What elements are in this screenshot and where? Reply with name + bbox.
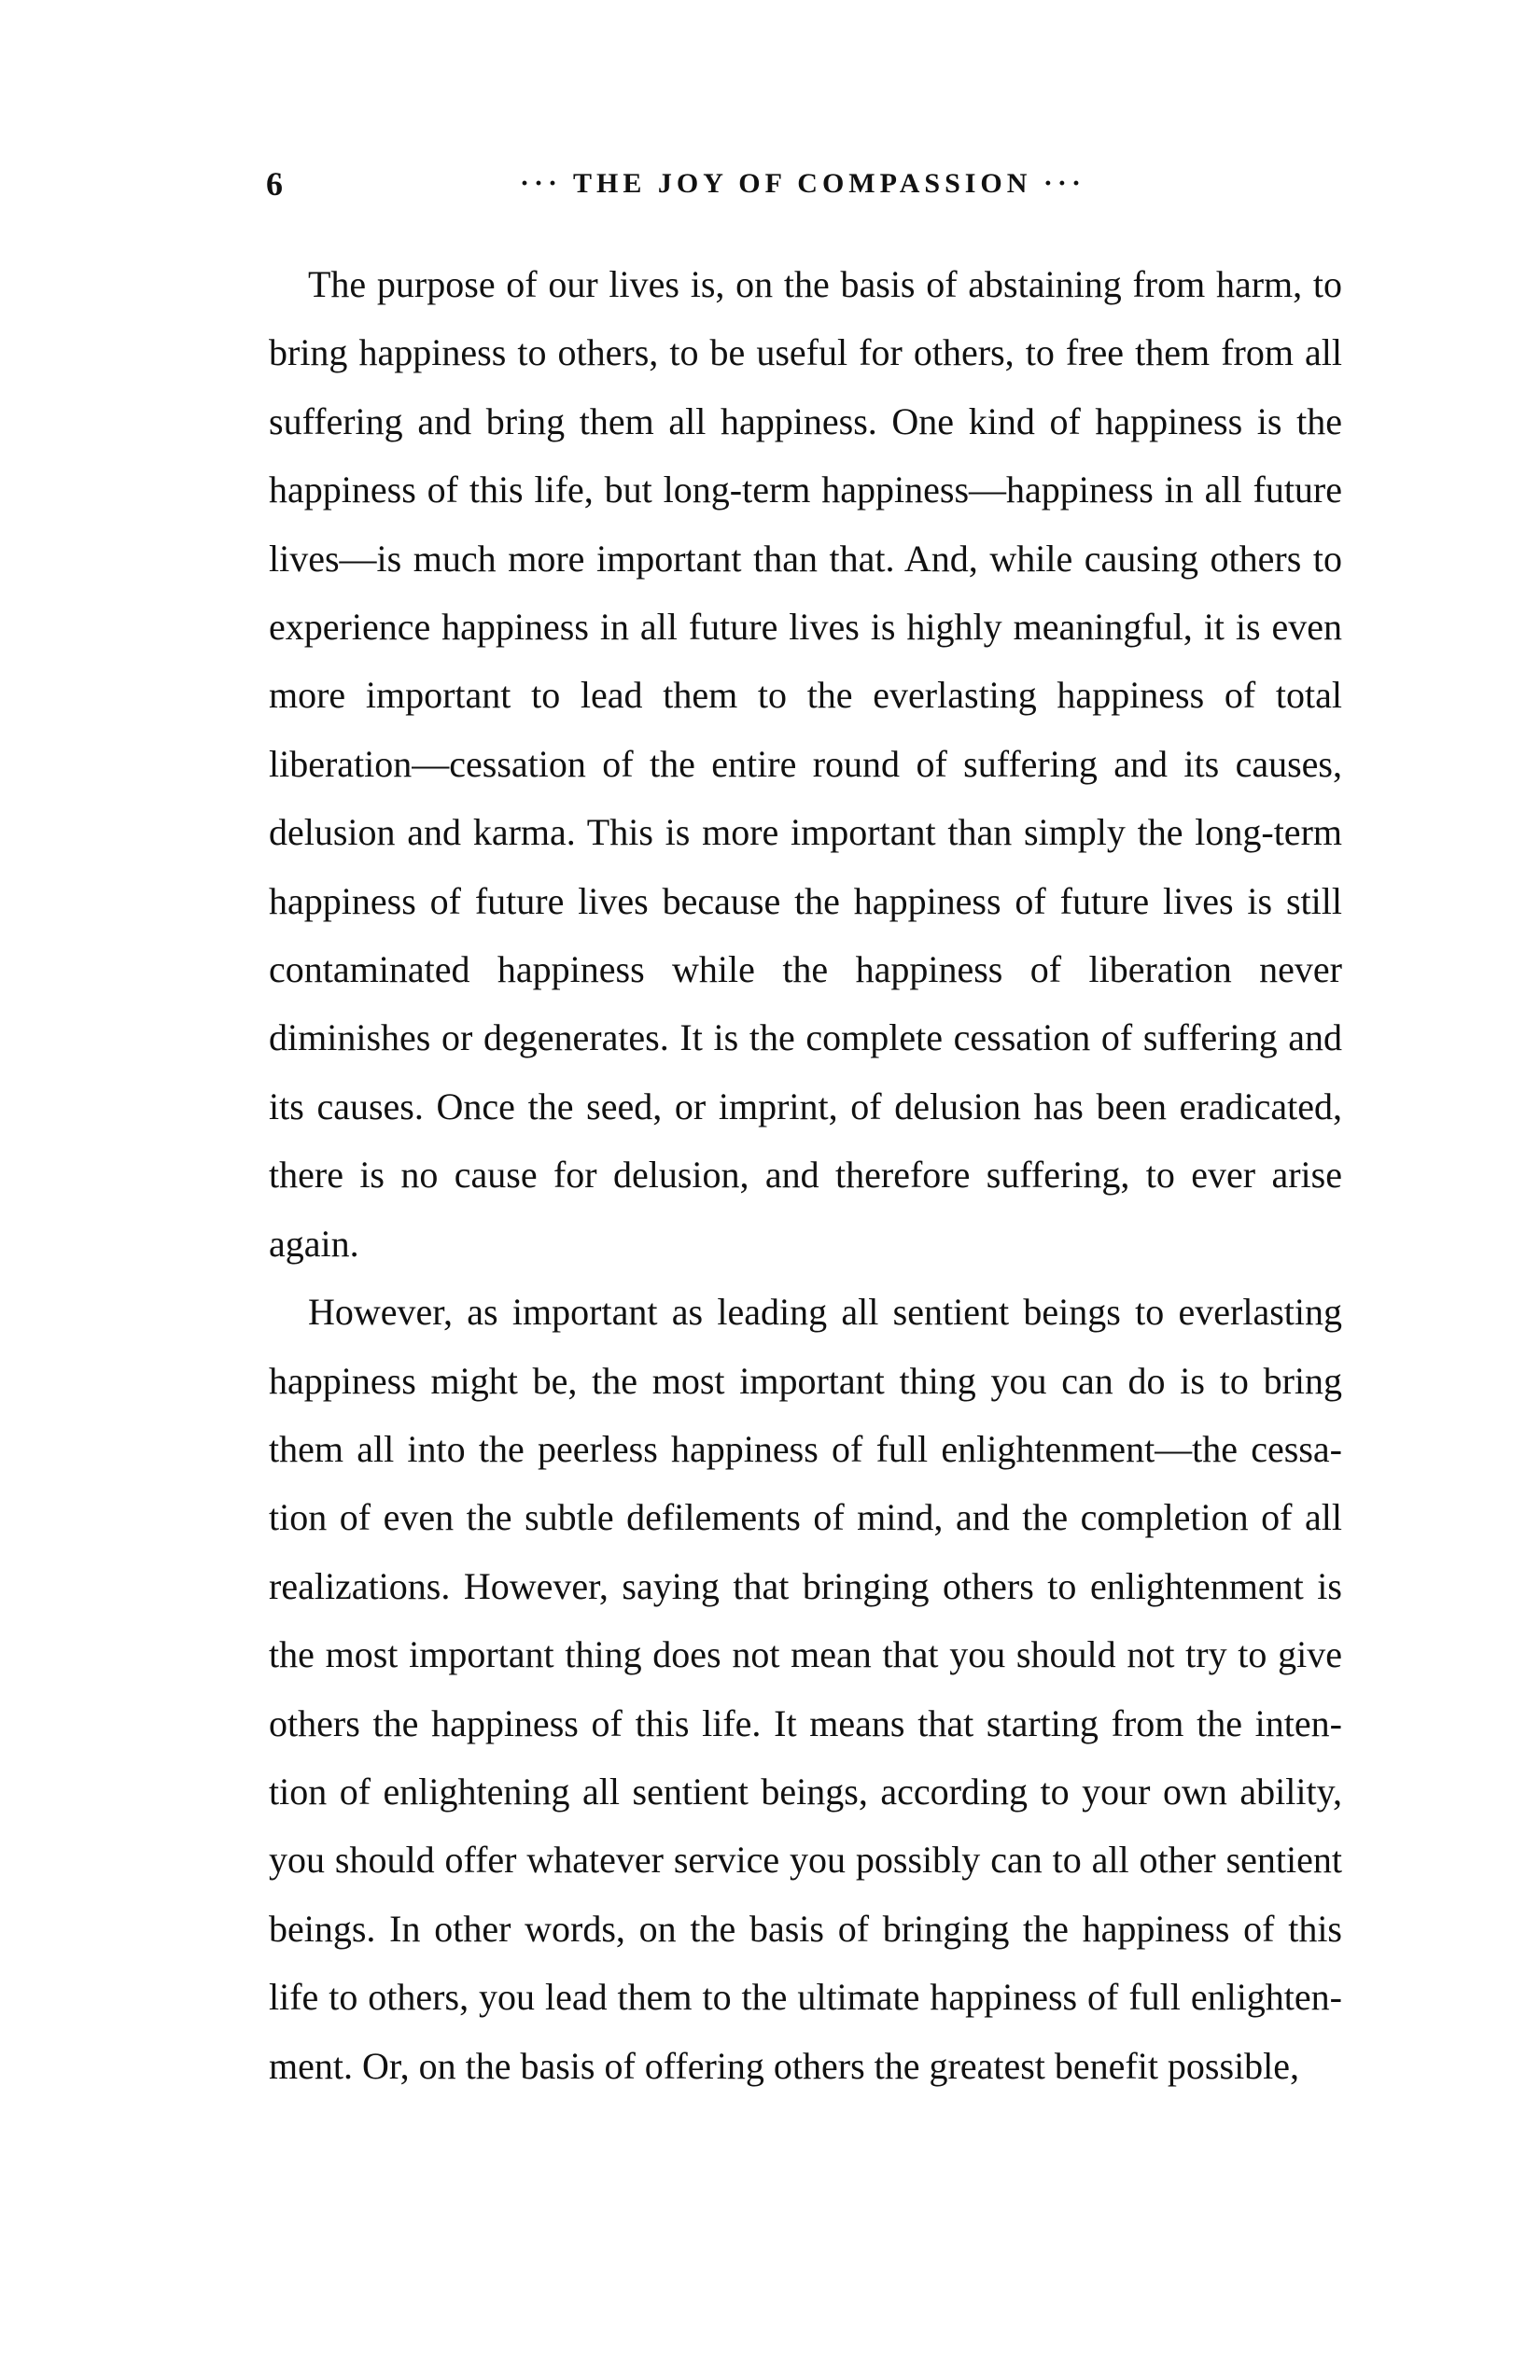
running-title: ··· THE JOY OF COMPASSION ··· xyxy=(520,168,1085,199)
running-head xyxy=(266,161,1339,207)
body-text xyxy=(269,250,1342,2100)
paragraph-2: However, as important as leading all sentient beings to everlasting happiness might be, the most important thing you can do is to bring them all into the peerless happiness of full enlightenment—the cessation of even the subtle defilements of mind, and the completion of all realizations. However, saying that bringing others to enlightenment is the most important thing does not mean that you should not try to give others the happiness of this life. It means that starting from the intention of enlightening all sentient beings, according to your own ability, you should offer whatever service you possibly can to all other sentient beings. In other words, on the basis of bringing the happiness of this life to others, you lead them to the ultimate happiness of full enlightenment. Or, on the basis of offering others the greatest benefit possible, xyxy=(269,1291,1342,2087)
paragraph-1: The purpose of our lives is, on the basis of abstaining from harm, to bring happiness to others, to be useful for others, to free them from all suffering and bring them all happiness. One kind of happiness is the happiness of this life, but long-term happiness—happiness in all future lives—is much more important than that. And, while causing others to experience happiness in all future lives is highly meaningful, it is even more important to lead them to the everlasting happiness of total liberation—cessation of the entire round of suffering and its causes, delusion and karma. This is more important than simply the long-term happiness of future lives because the happiness of future lives is still contaminated happiness while the happiness of liberation never diminishes or degenerates. It is the complete cessation of suffering and its causes. Once the seed, or imprint, of delusion has been eradicated, there is no cause for delusion, and therefore suffering, to ever arise again. xyxy=(269,263,1342,1265)
page-number: 6 xyxy=(266,165,283,203)
